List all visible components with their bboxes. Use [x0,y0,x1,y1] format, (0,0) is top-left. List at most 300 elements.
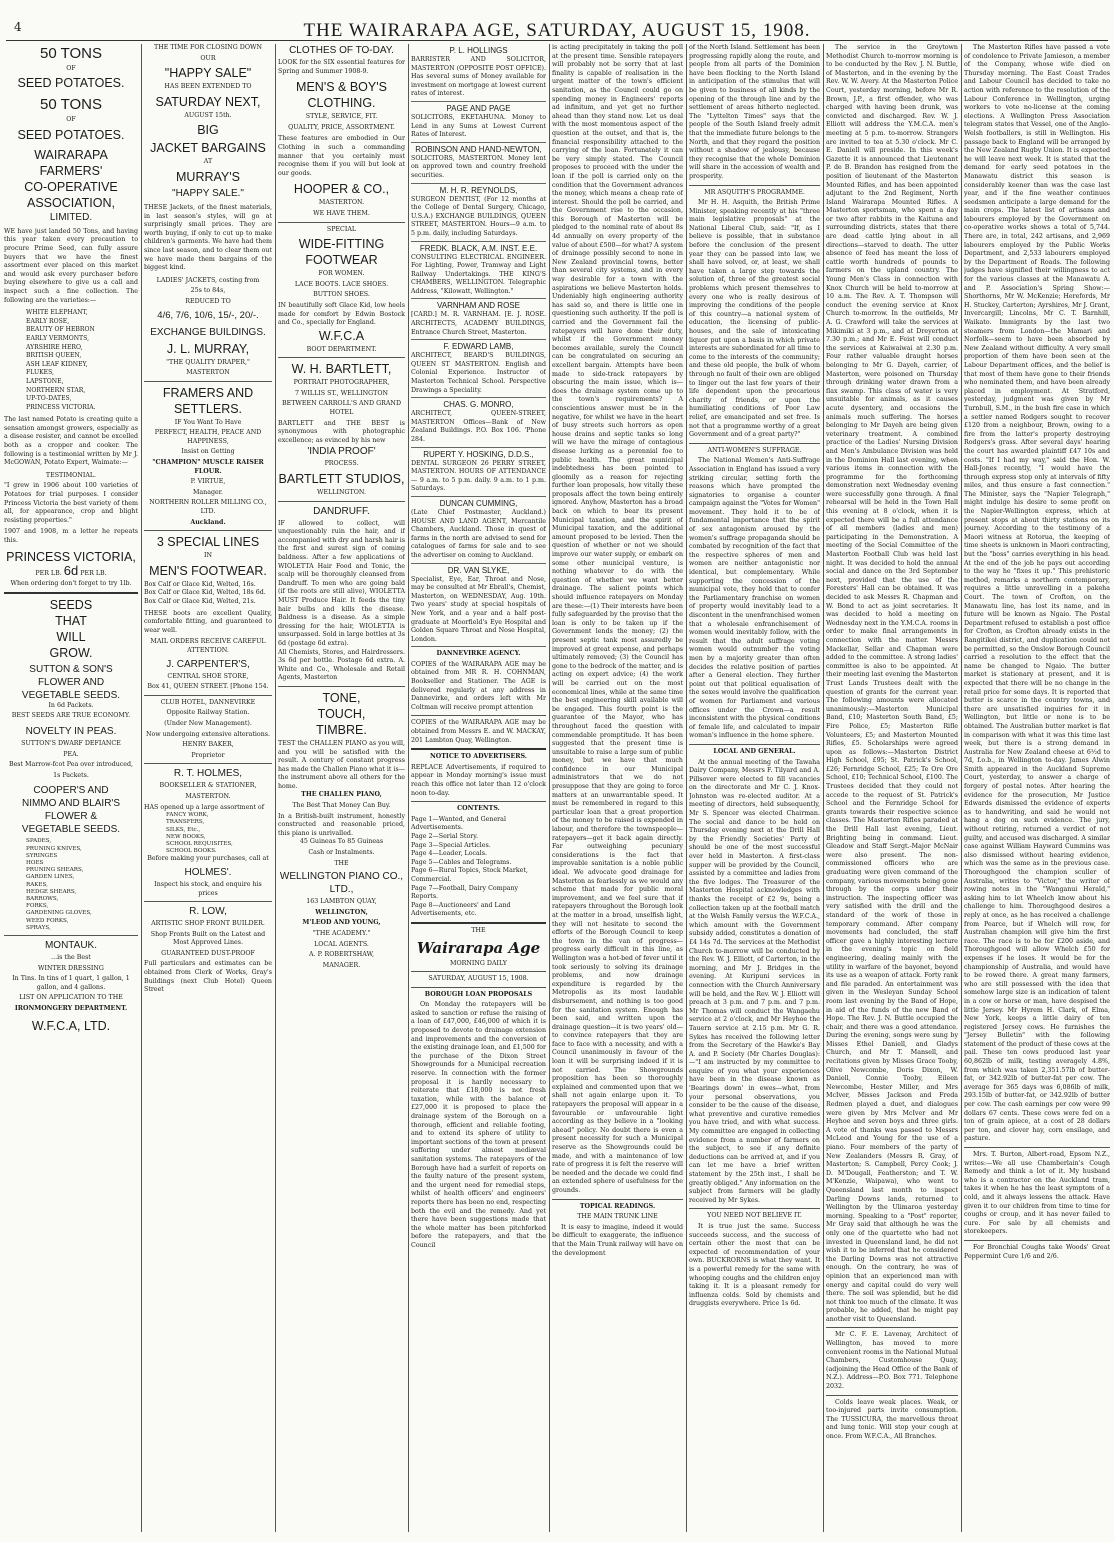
ad-body: LOOK for the SIX essential features for Spring and Summer 1908-9. [278,59,405,75]
ad-text: THE TIME FOR CLOSING DOWN [154,44,262,51]
divider [689,744,820,745]
ad-body: All Chemists, Stores, and Hairdressers. 3s 6d per bottle. Postage 6d extra. A. White and Co., Wholesale and Retail Agents, Masterton [278,648,405,682]
ad-text: PROCESS. [324,460,359,468]
ad-text: OF [66,65,76,72]
ad-text: Box Calf or Glace Kid, Welted, 21s. [144,598,256,605]
ad-heading: VEGETABLE SEEDS. [21,689,121,701]
list-item: LAPSTONE, [26,377,64,385]
ad-text: Box Calf or Glace Kid, Welted, 18s 6d. [144,589,266,597]
column-rule [549,44,550,1532]
card-name: RUPERT Y. HOSKING, D.D.S., [423,449,534,459]
ad-heading: "HAPPY SALE." [172,187,244,199]
column-rule [408,44,409,1532]
ad-heading: FLOWER & [44,811,98,823]
ad-text: FOR WOMEN. [318,270,365,278]
divider [4,592,138,594]
notice-text: COPIES of the WAIRARAPA AGE may be obtained from Messrs E. and W. MACKAY, 201 Lambton Quay, Wellington. [411,719,546,744]
list-item: Page 5—Cables and Telegrams. [411,858,512,866]
ad-text: WE HAVE THEM. [313,209,370,217]
list-item: Page 8—Auctioneers' and Land Advertisements, etc. [411,901,511,918]
ad-text: IF You Want To Have [174,418,242,426]
column-rule [686,44,687,1532]
divider [826,1395,958,1396]
list-item: FLUKES, [26,369,54,377]
ad-heading: PRINCESS VICTORIA, [6,549,136,564]
professional-card [411,143,546,184]
ad-heading: TONE, [322,690,361,705]
column-1-potatoes-ad [4,44,138,1532]
divider [689,1208,820,1209]
ad-heading: W.F.C.A [318,328,365,343]
divider [411,801,546,802]
ad-text: THE [471,926,486,934]
divider [552,1199,683,1200]
column-rule [141,44,142,1532]
ad-heading: COOPER'S AND [33,785,109,797]
column-3-ads [278,44,405,1532]
column-4-cards-and-editorial [411,44,546,1532]
ad-body: These features are embodied in Our Clothing in such a commanding manner that you certainly must recognise them if you will but look at our goods. [278,135,405,177]
ad-text: REDUCED TO [185,297,231,305]
list-item: GARDEN LINES, [26,874,75,881]
ad-heading: BARTLETT STUDIOS, [278,472,405,487]
ad-heading: MURRAY'S [176,169,240,184]
ad-text: MANAGER. [322,961,361,969]
list-item: SPADES, [26,838,52,845]
section-heading: TOPICAL READINGS. [579,1202,656,1210]
ad-heading: R. T. HOLMES, [173,768,243,780]
column-rule [961,44,962,1532]
tools-list [4,838,138,932]
ad-text: Manager. [192,488,224,496]
column-2-ads [144,44,272,1532]
list-item: SCHOOL REQUISITES, [166,840,233,847]
list-item: FANCY WORK, [166,812,209,819]
divider [689,443,820,444]
ad-heading: DANDRUFF. [313,505,370,517]
ad-body: IF allowed to collect, will unquestionably ruin the hair, and if accompanied with dry and harsh hair is the first and surest sign of coming baldness. After a few applications of WIOLETTA Hair Food and Tonic, the scalp will be thoroughly cleansed from Dandruff. To men who are going bald (if the roots are still alive), WIOLETTA MUST Produce Hair. It feeds the tiny hair bulbs and kills the disease. Baldness is a disease. As a simple dressing for the hair, WIOLETTA is unsurpassed. Sold in large bottles at 3s 6d (postage 6d extra). [278,519,405,647]
ad-body: TEST the CHALLEN PIANO as you will, and you will be satisfied with the result. A century of constant progress has made the Challen Piano what it is—the instrument above all others for the home. [278,739,405,790]
list-item: PRUNING SHEARS, [26,867,84,874]
ad-text: Cash or Instalments. [308,849,375,857]
ad-text: HAS BEEN EXTENDED TO [164,83,252,91]
divider [144,901,272,902]
section-heading: CONTENTS. [457,805,500,813]
card-text: (Late Chief Postmaster, Auckland.) HOUSE AND LAND AGENT, Mercantile Chambers, Auckland. Those in quest of farms in the north are advised to send for catalogues of farms for sale and to see the advertiser on coming to Auckland. [411,508,546,559]
column-rule [823,44,824,1532]
list-item: EARLY VERMONTS, [26,334,90,342]
professional-card [411,564,546,648]
ad-heading: SEED POTATOES. [17,76,125,91]
ad-text: "THE QUALITY DRAPER," [166,358,250,366]
professional-card [411,184,546,242]
ad-body: BEST SEEDS ARE TRUE ECONOMY. [11,712,131,720]
ad-heading: SUTTON & SON'S [29,663,113,675]
ad-heading: TOUCH, [317,706,366,721]
ad-heading: EXCHANGE BUILDINGS. [150,326,266,338]
ad-body: IN beautifully soft Glace Kid, low heels made for comfort by Edwin Bostock and Co., specially for England. [278,301,405,327]
ad-text: Now undergoing extensive alterations. [145,730,271,738]
divider [689,185,820,186]
list-item: BEAUTY OF HEBRON [26,326,95,334]
ad-text: "CHAMPION" MUSCLE RAISER FLOUR. [152,459,264,475]
professional-card [411,44,546,102]
ad-text: MAIL ORDERS RECEIVE CAREFUL ATTENTION. [150,638,266,654]
ad-text: CENTRAL SHOE STORE, [167,672,249,680]
editorial-text: is acting precipitately in taking the poll at the present time. Sensible ratepayers will probably not be sorry that at last finality is capable of realisation in the urgent matter of the town's efficient sanitation, as the Council could go on spending money in Engineers' reports ad infinitum, and yet get no further ahead than they stand now. Let us deal with the most momentous aspect of the question at the outset, and that is, the financial responsibility attached to the carrying of the loan. Fortunately it can be very simply stated. The Council proposes to proceed with the under the loan if the poll is carried only on the condition that the Government advances the money, which means a cheap rate of interest. Should the poll be carried, and the Government rise to the occasion, this Borough of Masterton will be pledged to the nominal rate of about 8s 4d annually on every property of the value of about £500—for what? A system of drainage possibly second to none in New Zealand provincial towns, better than several city systems, and in every way desirable for a town with the aspirations we believe Masterton holds. Undeniably high engineering authority has said so, and there is little one in questioning such authority. If the poll is carried and the Government fail the ratepayers will have done their duty, whilst if the Government money becomes available, surely the Council can be congratulated on securing an excellent bargain. Attempts have been made to side-track ratepayers by obscuring the main issue, which is—does the drainage system come up to the town's requirements? A conscientious answer must be in the negative, for whilst we have in the heart of busy streets such horrors as open house drains and septic tanks so long will we have the mirage of contagious disease lurking as a perennial foe to public health. The great municipal indebtedness has been pointed to gloomily as a reason for rejecting further loan proposals, how vitally these proposals affect the town being entirely ignored. Anyhow, Masterton has a broad back on which to bear its present Municipal taxation, and the spirit of Municipal taxation, and the additional amount proposed to be levied. Then the question of whether or not we should improve our water supply, or embark on some other municipal venture, is nothing whatever to do with the question of whether we want better drainage. The salient points which should influence ratepayers on Monday are these:—(1) Their interests have been fully safeguarded by the proviso that the loan is only to be taken up if the Government lends the money; (2) the present septic tank most assuredly be improved at great expense, and perhaps ultimately removed; (3) the Council has gone to the bedrock of the matter, and is acting on expert advice; (4) the work will be carried out on the most economical lines, while at the same time the best engineering skill available will be engaged. This fourth point is the guarantee of the Mayor, who has throughout faced the question with commendable promptitude. It has been suggested that the present time is unsuitable to raise a large sum of public money, but we have that much confidence in our Municipal administrators that we do not presuppose that they are going to force matters at an unwarrantable speed. It must be remembered in regard to this particular loan that a great proportion of the money to be raised is expended in labour, and therefore the townspeople—ratepayers—get it back again directly. Far outweighing pecuniary considerations is the fact that improvable sanitation is a noble public ideal. We advocate good drainage for Masterton as fearlessly as we would any scheme that made for public moral improvement, and we feel sure that if ratepayers throughout the Borough look at the matter in a broad, unselfish light, they will not hesitate to second the efforts of the Borough Council to keep the town in the van of progress—progress early difficult in this line, as Wellington was a hot-bed of fever until it took seriously to solving its drainage problems, and now drainage expenditure is regarded by the Metropolis as its most laudable disbursement, and nothing is too good for the sanitation system. Enough has been said, and written upon the drainage question—it is two years' old—to convince ratepayers that they are face to face with a necessity, and with a Council unanimously in favour of the loan it will be surprising indeed if it is not carried. The Showgrounds proposition has been so thoroughly explained and commented upon that we shall not again enlarge upon it. To ratepayers the proposal will appear in a favourable or unfavourable light according as they believe in a "looking ahead" policy. No doubt there is even a present necessity for such a Municipal reserve as the Showgrounds could be made, and with a maintenance of low rate of progress it is felt the reserve will be needed and the decade we could find an extended sphere of usefulness for the grounds. [552,44,683,1194]
divider [411,971,546,972]
article-heading: THE MAIN TRUNK LINE [577,1213,658,1221]
ad-text: LOCAL AGENTS. [314,940,369,948]
ad-text: THE [334,859,349,867]
card-name: P. L. HOLLINGS [449,46,508,55]
price-line: 4/6, 7/6, 10/6, 15/-, 20/-. [157,309,259,321]
card-text: CONSULTING ELECTRICAL ENGINEER. For Lighting, Power, Tramway and Light Railway Undertakings. THE KING'S CHAMBERS, WELLINGTON. Telegraphic Address, "Kilowatt, Wellington." [411,253,546,295]
list-item: PRINCESS VICTORIA. [26,403,96,411]
ad-text: A. P. ROBERTSHAW, [309,951,374,959]
ad-text: MASTERTON. [318,199,365,207]
ad-text: SPECIAL [326,225,357,233]
card-text: ARCHITECT, QUEEN-STREET, MASTERTON Offices—Bank of New Zealand Buildings. P.O. Box 106. 'Phone 284. [411,410,546,443]
divider [964,1147,1110,1148]
list-item: Page 3—Special Articles. [411,841,491,849]
ad-heading: SEED POTATOES. [17,127,125,142]
ad-heading: WILL [56,629,86,644]
ad-heading: SATURDAY NEXT, [155,94,261,109]
ad-text: Before making your purchases, call at [147,855,269,863]
list-item: NORTHERN STAR, [26,386,86,394]
professional-cards [411,44,546,647]
ad-subheading: TESTIMONIAL. [45,471,97,479]
ad-text: BOOT DEPARTMENT. [306,345,377,353]
ad-text: BETWEEN CARROLL'S AND GRAND HOTEL [281,400,401,417]
ad-text: 45 Guineas To 85 Guineas [299,838,384,846]
card-name: DR. VAN SLYKE, [447,565,510,575]
article-heading: YOU NEED NOT BELIEVE IT. [707,1212,802,1220]
ad-heading: W. H. BARTLETT, [291,362,392,377]
ad-heading: 50 TONS [40,96,102,114]
ad-heading: THAT [55,613,87,628]
professional-card [411,102,546,143]
card-text: BARRISTER AND SOLICITOR, MASTERTON (OPPOSITE POST OFFICE). Has several sums of Money available for investment on mortgage at lowest current rates of interest. [411,56,546,98]
ad-body: IRONMONGERY DEPARTMENT. [14,1004,128,1012]
list-item: NEW BOOKS, [166,833,206,840]
newspaper-nameplate: Wairarapa Age [416,938,541,957]
ad-heading: NIMMO AND BLAIR'S [21,798,121,810]
ad-body: 1s Packets. [53,771,89,779]
professional-card [411,340,546,398]
ad-body: ...is the Best [51,953,91,961]
ad-text: "THE ACADEMY." [312,930,371,937]
article-text: Mr H. H. Asquith, the British Prime Minister, speaking recently at his "three main legislative proposals" at the National Liberal Club, said: "If, as I believe is possible, that in substance before the conclusion of the present year they can be passed into law, we shall have solved, or, at least, we shall have taken a large step towards the solution of, three of the greatest social problems which present themselves to every one who is really desirous of improving the conditions of the people of this country—a national system of education, the licensing of public-houses, and the sale of intoxicating liquor put upon a basis in which private interests are subordinated for all time to come to the interests of the community; and these old people, the bulk of whom through no fault of their own are obliged to linger out the last few years of their life dependent upon the precarious charity of friends, or upon the humiliating conditions of Poor Law relief, are emancipated and set free. Is not that a programme worthy of a great Government and of a great party?" [689,199,820,439]
column-8-news [964,44,1110,1532]
ad-text: BOOKSELLER & STATIONER, [159,782,257,790]
ad-body: THESE Jackets, of the finest materials, in last season's styles, will go at surprisingly small prices. They are worth buying, if only to cut up to make children's garments. We have had them since last season, and to clear them out we have made them bargains of the biggest kind. [144,203,272,272]
ad-text: NORTHERN ROLLER MILLING CO., LTD. [149,499,267,516]
card-name: ROBINSON AND HAND-NEWTON, [415,144,542,154]
column-5-editorial [552,44,683,1532]
notice-text: Mrs. T. Burton, Albert-road, Epsom N.Z., writes:—We all use Chamberlain's Cough Remedy and think a lot of it. My husband who is a contractor on the Auckland tram, takes it when he has the least symptom of a cold, and it always lessens the attack. Have given it to our children from time to time for coughs or croup, and it has never failed to cure. For sale by all chemists and storekeepers. [964,1151,1110,1236]
ad-body: In a British-built instrument, honestly constructed and reasonable priced, this piano is unrivalled. [278,812,405,837]
ad-text: LADIES' JACKETS, costing from [156,276,260,284]
price-value: 6d [63,562,79,578]
ad-text: WELLINGTON. [317,489,366,497]
card-name: F. EDWARD LAMB, [443,342,514,352]
price-label: PER LB. [35,569,62,577]
editorial-date: SATURDAY, AUGUST 15, 1908. [428,975,529,983]
ad-heading: HOLMES'. [184,866,232,878]
list-item: Page 7—Football, Dairy Company Reports. [411,884,519,901]
ad-heading: ASSOCIATION, [27,195,115,210]
professional-card [411,398,546,447]
article-text: At the annual meeting of the Tawaha Dairy Company, Messrs F. Tilyard and A. Pillsover were elected to fill vacancies on the directorate and Mr C. J. Knox-Johnston was re-elected auditor. At a meeting of directors, held subsequently, Mr S. Spencer was elected Chairman. The social and dance to be held on Thursday evening next at the Drill Hall by the Friendly Societies' Party of should be one of the most successful ever held in Masterton. A first-class supper will be provided by the Council, assisted by a committee and ladies from the five lodges. The Treasurer of the Masterton Hospital acknowledges with thanks the receipt of £2 9s, being a collection taken up at the football match at the Welsh Family versus the W.F.C.A., which amount with the Government subsidy added, constitutes a donation of £4 14s 7d. The services at the Methodist Church to-morrow will be conducted by the Rev. W. J. Elliott, of Carterton, in the morning, and Mr J. Bridges in the evening. At Kuripuni services in connection with the Church Anniversary will be held, and the Rev. W. J. Elliott will preach at 3 p.m. and 7 p.m. and 7 p.m. Mr Thomas will conduct the Wangaehu service at 2 o'clock, and Mr Heyhoe the Tauern service at 2.15 p.m. Mr G. R. Sykes has received the following letter from the Secretary of the Hawke's Bay A. and P. Society (Mr Charles Douglas):—"I am instructed by my committee to enquire of you what your experiences have been in the disease known as 'Bearings down' in ewes—what, from your personal observations, you consider to be the cause of the disease, what preventive and curative remedies you have tried, and with what success. My committee are engaged in collecting evidence from a number of farmers on the subject, to see if any definite deductions can be arrived at, and if you can let me have a brief written statement by the 25th inst., I shall be greatly obliged." Any information on the subject from farmers will be gladly received by Mr Sykes. [689,758,820,1204]
card-text: ARCHITECT, BEARD'S BUILDINGS, QUEEN ST MASTERTON. English and Colonial Experience. Instructor of Masterton Technical School. Perspective Drawings a Speciality. [411,352,546,394]
ad-text: Proprietor [191,751,225,759]
ad-heading: 3 SPECIAL LINES [156,535,260,550]
ad-text: GUARANTEED DUST-PROOF [161,949,255,957]
divider [278,222,405,223]
divider [278,357,405,358]
ad-text: (Under New Management). [164,719,252,727]
ad-heading: J. L. MURRAY, [166,341,250,356]
list-item: WEED FORKS, [26,917,69,924]
divider [964,1240,1110,1241]
price-label: PER LB. [80,569,107,577]
divider [144,695,272,696]
ad-text: Insist on Getting [181,448,235,456]
ad-text: OUR [200,54,216,62]
variety-list [4,309,138,412]
card-text: SOLICITORS, EKETAHUNA. Money to Lend in any Sums at Lowest Current Rates of Interest. [411,113,546,139]
price-line [4,562,138,579]
notice-text: COPIES of the WAIRARAPA AGE may be obtained from MR R. H. COHNMAN, Bookseller and Stationer. The AGE is delivered regularly at any address in Dannevirke, and orders left with Mr Coltman will receive prompt attention [411,660,546,711]
article-text: The service in the Greytown Methodist Church to-morrow morning is to be conducted by the Rev. J. N. Buttle, of Masterton, and in the evening by the Rev. W. W. Avery. At the Masterton Police Court, yesterday morning, before Mr R. Brown, J.P., a first offender, who was charged with having been drunk, was convicted and discharged. Rev. W. J. Elliott will address the Y.M.C.A. men's meeting at 5 p.m. to-morrow. Strangers are invited to tea at 5.30 o'clock. Mr C. E. Daniell will preside. In this week's Gazette it is announced that Lieutenant P. de B. Brandon has resigned from the position of lieutenant of the Masterton Mounted Rifles, and has been appointed adjutant to the 2nd Regiment, North Island Wairarapa Mounted Rifles. A Masterton sportsman, who spent a day or two after rabbits in the Kaituna and surrounding districts, states that there are dead cattle lying about in all directions—starved to death. The utter absence of feed has meant the loss of cattle worth hundreds of pounds to farmers on the upland country. The Young Men's Class in connection with Knox Church will be held to-morrow at 10 a.m. The Rev. A. T. Thompson will conduct the evening service at Knox Church to-morrow. In the outfields, Mr A. G. Crawford will take the services at Mikimiki at 3 p.m., and at Dreyerton at 7.30 p.m.; and Mr E. Feist will conduct the services at Kaiwaiwai at 2.30 p.m. Four rather valuable draught horses belonging to Mr G. Dayeh, carrier, of Masterton, were poisoned on Thursday through drinking water drawn from a flax swamp. This class of water is very unsuitable for animals, as it causes acute dysentery, and occasions the animals much suffering. The horses belonging to Mr Dayeh are being given veterinary treatment. A combined practice of the Ladies' Nursing Division and Men's Ambulance Division was held in the Dominion Hall last evening, when various items in connection with the programme for the forthcoming demonstration next Wednesday evening were successfully gone through. A final rehearsal will be held in the Town Hall this evening at 8 o'clock, when it is expected there will be a full attendance of all members (ladies and men) participating in the Demonstration. A meeting of the Social Committee of the Masterton Football Club was held last night. It was decided to hold the annual social and dance on the 3rd September next, provided that the use of the Foresters' Hall can be obtained. It was decided to ask Messrs R. Chapman and W. Bond to act as joint secretaries. It was decided to hold a meeting on Wednesday next in the Y.M.C.A. rooms in order to make final arrangements in connection with the matter. Messrs Mackellar, Sellar and Chapman were added to the committee. A strong ladies' committee is also to be appointed. At their meeting last evening the Masterton Trust Lands Trustees dealt with the question of grants for the current year. The following amounts were allocated unanimously:—Masterton Municipal Band, £10; Masterton South Band, £5; Fire Police, £5; Masterton Rifle Volunteers, £5; and Masterton Mounted Rifles, £5. Scholarships were agreed upon as follows:—Masterton District High School, £95; St. Patrick's School, £26; Fernridge School, £25; Te Ore Ore School, £10; Technical School, £100. The Trustees decided that they could not accede to the request of St. Patrick's School and the Fernridge School for grants towards their respective science classes. The Masterton Rifles paraded at the Drill Hall last evening, Lieut. Brighting being in command. Lieut. Gleadow and Staff Sergt.-Major McNair were also present. The non-commissioned officers who are graduating were given command of the company, various movements being gone through by the corps under their instruction. The inspecting officer was very satisfied with the drill and the standard of the work of those in temporary command. After company movements had concluded, the staff officer gave a highly interesting lecture in the evening's topic on field engineering, dealing mainly with the utility in warfare of the bayonet, beyond its use as a weapon of attack. Forty rank and file paraded. An entertainment was given in the Wesleyan Sunday School room last evening by the Band of Hope, in aid of the funds of the new Band of Hope. The Rev. J. N. Buttle occupied the chair, and there was a good attendance. During the evening, songs were sung by Misses Ethel Daniell, and Gladys Church, and Mr T. Mansell, and recitations given by Misses Grace Tooby, Olive Newcombe, Doris Dixon, W. Daniell, Connie Tooby, Eileen Newcombe, Hester Miller, and Mrs McIver, Misses Jackson and Freda Redmen played a duet, and dialogues were given by Mrs McIver and Mr Heyhoe and seven boys and three girls. A vote of thanks was passed to Messrs McLeod and Young for the use of a piano. Four members of the party of New Zealanders (Messrs R. Gray, of Masterton; S. Campbell, Percy Cook; J. D. M'Dougall, Featherston; and T. W. M'Kenzie, Waipawa), who went to Queensland last month to inspect Darling Downs lands, returned to Wellington by the Ulimaroa yesterday morning. Speaking to a "Post" reporter, Mr Gray said that although he was the only one of the quartette who had not invested in Queensland land, he did not wish it to be inferred that he considered the Darling Downs was not attractive enough. On the contrary, he was of opinion that an experienced man with energy and capital could do very well there. The soil was splendid, but he did not think too much of the climate. It was probable, he added, that he might pay another visit to Queensland. [826,44,958,1323]
ad-body: WINTER DRESSING [38,964,104,972]
list-item: HEDGE SHEARS, [26,888,77,895]
article-heading: ANTI-WOMEN'S SUFFRAGE. [707,446,802,454]
ad-body: The last named Potato is creating quite a sensation amongst growers, especially as a disease resister, and cannot be excelled both as a cropper and cooker. The following is a testimonial written by Mr J. McGOWAN, Potato Expert, Waimate:— [4,416,138,467]
card-name: CHAS. G. MONRO, [443,400,514,410]
ad-text: IN [204,552,212,560]
ad-text: WELLINGTON, [315,908,368,916]
ad-body: BARTLETT and THE BEST is synonymous with photographic excellence; as evinced by his new [278,419,405,444]
ad-text: Inspect his stock, and enquire his prices [154,880,262,897]
ad-heading: JACKET BARGAINS [150,141,266,156]
card-name: DUNCAN CUMMING, [439,498,518,508]
ad-text: Box Calf or Glace Kid, Welted, 16s. [144,580,256,588]
list-item: HOES [26,859,44,866]
ad-body: In Tins. In tins of 1 quart, 1 gallon, 1 gallon, and 4 gallons. [12,975,130,991]
ad-text: QUALITY, PRICE, ASSORTMENT. [288,123,395,131]
ad-text: Box 41, QUEEN STREET. [Phone 154. [147,683,269,691]
ad-heading: MEN'S FOOTWEAR. [149,563,267,578]
ad-heading: SEEDS [49,597,93,612]
article-text: The National Women's Anti-Suffrage Association in England has issued a very striking circular, setting forth the reasons which have prompted the signatories to organise a counter campaign against the "Votes for Women" movement. They hold it to be of fundamental importance that the spirit of sex antagonism aroused by the women's suffrage propaganda should be combated by recognition of the fact that the respective spheres of men and women are neither antagonistic nor identical, but complementary. While supporting the concession of the municipal vote, they hold that to confer the Parliamentary franchise on women of property would inevitably lead to a discontent in the unenfranchised women that a wholesale enfranchisement of women would inevitably follow, with the result that the adult suffrage voting women would outnumber the voting men by a majority greater than often decides the relative position of parties after a General election. They further point out that political equalisation of the sexes would involve the qualification of women for Parliament and various offices under the Crown—a result inconsistent with the physical conditions of female life, and calculated to impair woman's influence in the home sphere. [689,457,820,740]
list-item: AYRSHIRE HERO, [26,343,83,351]
ad-text: PORTRAIT PHOTOGRAPHER, [293,379,390,387]
divider [278,686,405,687]
divider [826,1327,958,1328]
professional-card [411,299,546,340]
card-text: Specialist, Eye, Ear, Throat and Nose, may be consulted at Mr Ebrall's, Chemist, Masterton, on WEDNESDAY, Aug. 19th. Two years' study at special hospitals of New York, and a year and a half post-graduate at Moorfield's Eye Hospital and Golden Square Throat and Nose Hospital, London. [411,575,546,643]
testimonial-text: "I grew in 1906 about 100 varieties of Potatoes for trial purposes. I consider Princess Victoria the best variety of them all, for appearance, crop and blight resisting properties." [4,482,138,524]
ad-heading: 50 TONS [40,45,102,62]
article-text: The Masterton Rifles have passed a vote of condolence to Private Jamieson, a member of the Company, whose wife died on Thursday morning. The East Coast Trades and Labour Council has decided to take no action with reference to the resolution of the Labour Conference in Wellington, urging workers to vote no-license at the coming elections. A Wellington Press Association telegram states that Vessel, one of the Anglo-Welsh footballers, is still in Wellington. His passage back to England will be arranged by the New Zealand Rugby Union. It is expected he will leave next week. It is stated that the demand for early seed potatoes in the Manawatu district this season is considerably keener than was the case last year, and if the fine weather continues seedsmen anticipate a large demand for the main crops. The latest list of artisans and labourers employed by the Government on co-operative works shows a total of 5,744. There are, in total, 242 artisans, and 2,969 labourers employed by the Public Works Department, and 2,533 labourers employed by the Department of Roads. The following judges have signified their willingness to act for the various classes at the Manawatu A. and P. Association's Spring Show:—Shorthorns, Mr W. McKenzie; Herefords, Mr H. Stuckey, Carterton; Ayrshires, Mr J. Grant, Invercargill; Lincolns, Mr C. T. Barnhill, Waikato. Immigrants by the last two steamers from London—the Mamari and Norfolk—seem to have been absorbed by New Zealand without difficulty. A very small proportion of them have been seen at the Labour Department offices, and the belief is that most of them have gone to their friends who nominated them, and have been already placed in employment. At Stratford, yesterday, judgment was given by Mr Turnbull, S.M., in the bush fire case in which a settler named Rodgers sought to recover £120 from a neighbour, Brown, owing to a fire from the latter's property destroying Rodgers's grass. After several days' hearing the court has awarded plaintiff £47 10s and costs. "If I had my way," said the Hon. W. Hall-Jones recently, "I would have the through express stop only at intervals of fifty miles, and thus ensure a fast connection." The Minister, says the "Napier Telegraph," might indulge his desire to some profit on the Napier-Wellington express, which at present stops at about thirty stations on its journey. According to the testimony of a Maori witness at Rotorua, the keeping of time sheets is unknown in Maori contracting, but the "boss" carries everything in his head. At the end of the job he pays out according to the way he "fixes it up." This prehistoric method, remarks a northern contemporary, requires a little unravelling in a pakeha Court. The town of Crofton, on the Manawatu line, has lost its name, and in future will be known as Ngaio. The Postal Department refused to establish a post office for Crofton, as Crofton already exists in the Rangitikei district, and duplication could not be permitted, so the Onslow Borough Council carried a resolution to the effect that the name be changed to Ngaio. The butter market is stationary at present, and it is expected that there will be no change in the retail price for some days. It is reported that butter is scarce in the country towns, and there are unsatisfied inquiries for it in Wellington, but little or none is to be obtained. The Australian butter market is flat in comparison with what it was this time last week, but there is a strong demand in Australia for New Zealand cheese at 6½d to 7d, f.o.b., in Wellington to-day. James Alwin Smith appeared in the Auckland Supreme Court, yesterday, to answer a charge of forgery of postal notes. After hearing the evidence for the prosecution, Mr Justice Edwards dismissed the evidence of experts as to handwriting, and said he would not hang a dog on such evidence. The jury, without retiring, returned a verdict of not guilty, and accused was discharged. A similar case against William Hayward Cummins was also dismissed without hearing evidence, which was the same as in the previous case. Thoroughgood the champion sculler of Australia, writes to "Victor," the writer of rowing notes in the "Wanganui Herald," asking him to let Wheelch know about his challenge to him. Thoroughgood desires a reply at once, as he has received a challenge from Pearce, but if Whelch will row, for Australian champion will give him the first race. The race is to be for £200 aside, and Thoroughgood will allow Whelch £50 for expenses if he loses. It would be for the championship of Australia, and would have to be rowed there. A great many farmers, who are still possessed with the idea that somehow large size is an indication of talent in a cow or horse or man, have despised the little Jersey. Mr Hyrem H. Clark, of Elma, New York, keeps a little dairy of ten registered Jersey cows. He furnishes the "Jersey Bulletin" with the following statement of the product of these cows at the pail. These ten cows produced last year 60,862lb of milk, testing averagely 4.8%, from which was taken 2,351.57lb of butter-fat, or 342.92lb of butter-fat per cow. The average for 365 days was 6,086lb of milk, 293.15lb of butter-fat, or 342.92lb of butter per cow. The cash earnings per cow were 99 dollars 67 cents. These cows were fed on a ton of grain apiece, at a cost of 28 dollars per ton, and clover hay, corn ensilage, and pasture. [964,44,1110,1143]
card-text: SURGEON DENTIST, (For 12 months at the College of Dental Surgery, Chicago, U.S.A.) EXCHANGE BUILDINGS, QUEEN STREET, MASTERTON. Hours—9 a.m. to 5 p.m. daily, including Saturdays. [411,195,546,237]
ad-text: AT [203,158,213,166]
list-item: Page 2—Serial Story. [411,832,478,840]
ad-text: Shop Fronts Built on the Latest and Most Approved Lines. [150,930,266,947]
ad-body: 1907 and 1908, m a letter he repeats this. [4,528,138,544]
divider [411,748,546,750]
list-item: GARDENING GLOVES, [26,910,92,917]
divider [144,530,272,531]
ad-heading: BIG [197,123,219,138]
divider [144,763,272,764]
list-item: UP-TO-DATES, [26,395,72,403]
list-item: Page 6—Rural Topics, Stock Market, Commercial. [411,867,528,883]
ad-heading: HOOPER & CO., [293,182,390,197]
list-item: Page 4—Leader, Locals. [411,850,488,858]
divider [278,501,405,502]
ad-heading: CO-OPERATIVE [24,179,118,194]
ad-heading: FRAMERS AND SETTLERS. [162,385,254,416]
editorial-text: On Monday the ratepayers will be asked to sanction or refuse the raising of a loan of £47,000, £46,000 of which it is proposed to devote to drainage extension and improvements and the conversion of the existing drainage loan, and £1,500 for the purchase of the Dixon Street Showgrounds for a Municipal recreation reserve. In connection with the former proposal it is hardly necessary to reiterate that £18,000 is not fresh taxation, while with the balance of £27,000 it is proposed to place the drainage system of the Borough on a thorough, efficient and reliable footing, and to extend its sphere of utility to important sections of the town at present suffering under almost mediæval sanitation systems. The ratepayers of the Borough have had a surfeit of reports on the faulty nature of the present system, and the urgent need for remedial steps, whilst of health officers' and engineers' reports there has been no end, respecting both the evil and the remedy. And yet there have been suggestions made that the whole matter has been pitchforked before the ratepayers, and that the Council [411,1001,546,1249]
professional-card [411,242,546,300]
masthead [0,20,1114,42]
section-heading: DANNEVIRKE AGENCY. [436,650,521,658]
ad-heading: TIMBRE. [316,722,367,737]
column-7-local-news [826,44,958,1532]
ad-heading: R. LOW, [189,906,227,918]
list-item: BRITISH QUEEN, [26,352,82,360]
list-item: TRANSFERS, [166,819,205,826]
ad-heading: "HAPPY SALE" [164,66,252,81]
ad-text: 7 WILLIS ST., WELLINGTON [294,389,389,397]
ad-body: Best Marrow-fcot Pea over introduced, [8,761,134,769]
ad-heading: WELLINGTON PIANO CO., LTD., [279,871,404,896]
list-item: SCHOOL BOOKS. [166,848,217,855]
ad-heading: VEGETABLE SEEDS. [21,824,121,836]
ad-body: LIST ON APPLICATION TO THE [19,994,123,1002]
ad-text: HAS opened up a large assortment of [144,803,265,811]
article-text: It is true just the same. Success succeeds success, and the success of certain other the most that can be expected of recommendation of your own. BUCKRORNS is what they want. It is a powerful remedy for the same with whooping coughs and the children enjoy taking it. It is a pleasant remedy for influenza colds. Sold by chemists and druggists everywhere. Price 1s 6d. [689,1222,820,1308]
list-item: EARLY ROSE, [26,317,70,325]
ad-text: 25s to 84s, [190,287,226,295]
ad-heading: MEN'S & BOY'S CLOTHING. [296,80,387,111]
card-text: DENTAL SURGEON 26 PERRY STREET, MASTERTON. HOURS OF ATTENDANCE— 9 a.m. to 5 p.m. daily. 9 a.m. to 1 p.m. Saturdays. [411,459,546,493]
ad-text: M'LEOD AND YOUNG, [302,919,381,927]
ad-heading: J. CARPENTER'S, [166,658,250,670]
notice-text: Mr C. F. E. Lavenay, Architect of Wellington, has moved to more convenient rooms in the National Mutual Chambers, Customhouse Quay, (adjoining the Head Office of the Bank of N.Z.). Address—P.O. Box 771. Telephone 2032. [826,1331,958,1391]
ad-text: BUTTON SHOES. [313,291,370,299]
ad-heading: WIDE-FITTING FOOTWEAR [298,237,385,268]
article-heading: MR ASQUITH'S PROGRAMME. [704,188,805,196]
ad-text: MORNING DAILY [450,959,507,967]
ad-text: STYLE, SERVICE, FIT. [305,113,378,121]
list-item: SYRINGES [26,852,58,859]
ad-body: PEA. [63,750,79,758]
ad-text: Opposite Railway Station. [166,709,250,717]
ad-heading: CLOTHES OF TO-DAY. [289,45,394,56]
notice-text: For Bronchial Coughs take Woods' Great Peppermint Cure 1/6 and 2/6. [964,1243,1110,1260]
professional-card [411,497,546,564]
ad-heading: LIMITED. [49,211,93,223]
card-name: VARNHAM AND ROSE [437,301,520,311]
ad-heading: 'INDIA PROOF' [307,446,376,458]
ad-body: WE have just landed 50 Tons, and having this year taken every precaution to procure Prime Seed, can fully assure buyers that we have the finest assortment ever placed on this market and would ask every purchaser before buying elsewhere to give us a call and inspect such a fine collection. The following are the varieties:— [4,227,138,304]
article-text: It is easy to imagine, indeed it would be difficult to exaggerate, the influence that the Main Trunk railway will have on the development [552,1223,683,1257]
list-item: WHITE ELEPHANT, [26,309,88,317]
card-text: SOLICITORS, MASTERTON. Money lent on approved town and country freehold securities. [411,154,546,179]
ad-text: P. VIRTUE, [190,478,226,486]
stock-list [144,812,272,855]
ad-heading: FARMERS' [39,163,103,178]
ad-body: In 6d Packets. [48,701,94,709]
article-text: of the North Island. Settlement has been progressing rapidly along the route, and people from all parts of the Dominion have been flocking to the North Island in anticipation of the stimulus that will be given to business of all kinds by the opening of the through line and by the settlement of areas hitherto neglected. The "Lyttelton Times" says that the people of the South Island freely admit that the immediate future belongs to the North, and that they regard the position without a shadow of jealousy, because they recognise that the whole Dominion will share in the accession of wealth and prosperity. [689,44,820,180]
ad-text: CLUB HOTEL, DANNEVIRKE [160,698,256,706]
ad-text: THE CHALLEN PIANO, [301,791,382,799]
card-name: PAGE AND PAGE [446,103,511,113]
ad-text: ARTISTIC SHOP FRONT BUILDER. [151,920,265,928]
divider [411,987,546,988]
ad-body: THESE boots are excellent Quality, comfortable fitting, and guaranteed to wear well. [144,609,272,634]
ad-heading: FLOWER AND [37,676,105,688]
ad-body: Full particulars and estimates can be obtained from Clerk of Works, Gray's Buildings (next Club Hotel) Queen Street [144,960,272,994]
ad-text: 163 LAMBTON QUAY, [306,898,377,906]
list-item: PRUNING KNIVES, [26,845,82,852]
newspaper-title: THE WAIRARAPA AGE, SATURDAY, AUGUST 15, 1908. [303,20,811,41]
ad-text: Auckland. [190,518,226,526]
list-item: BARROWS, [26,895,59,902]
ad-text: OF [66,116,76,124]
card-name: FREDK. BLACK, A.M. INST. E.E. [419,243,538,253]
ad-text: MASTERTON. [185,792,231,800]
editorial-heading: BOROUGH LOAN PROPOSALS [424,990,533,998]
ad-body: SUTTON'S DWARF DEFIANCE [21,739,121,747]
ad-heading: MONTAUK. [44,939,98,951]
list-item: SPRAYS, [26,924,51,931]
divider [4,935,138,936]
ad-text: PERFECT, HEALTH, PEACE AND HAPPINESS, [154,429,262,445]
ad-body: When ordering don't forget to try 1lb. [10,580,132,588]
divider [411,715,546,716]
ad-text: LACE BOOTS. LACE SHOES. [294,280,389,288]
ad-heading: GROW. [49,645,93,660]
ad-heading: W.F.C.A, LTD. [31,1018,111,1033]
column-rule [275,44,276,1532]
column-6-articles [689,44,820,1532]
ad-heading: WAIRARAPA [34,147,108,162]
ad-text: MASTERTON [186,369,230,377]
card-text: [CARD.] M. R. VARNHAM. [E. J. ROSE. ARCHITECTS, ACADEMY BUILDINGS, Entrance Church Street, Masterton. [411,311,546,336]
section-heading: LOCAL AND GENERAL. [713,747,796,755]
list-item: SILKS, Etc., [166,826,201,833]
card-name: M. H. R. REYNOLDS, [439,185,518,195]
page-number: 4 [14,20,22,34]
professional-card [411,448,546,497]
list-item: ASH LEAF KIDNEY, [26,360,88,368]
ad-text: AUGUST 15th. [184,111,232,119]
section-heading: NOTICE TO ADVERTISERS. [429,753,527,761]
list-item: RAKES, [26,881,48,888]
contents-list [411,816,546,919]
ad-heading: NOVELTY IN PEAS. [25,725,117,737]
divider [411,922,546,924]
ad-text: HENRY BAKER, [182,741,234,749]
notice-text: Colds leave weak places. Weak, or too-injured parts invite consumption. The TUSSICURA, the marvellous throat and lung tonic. Will stop your cough at once. From W.F.C.A., All Branches. [826,1398,958,1440]
list-item: FORKS, [26,903,49,910]
